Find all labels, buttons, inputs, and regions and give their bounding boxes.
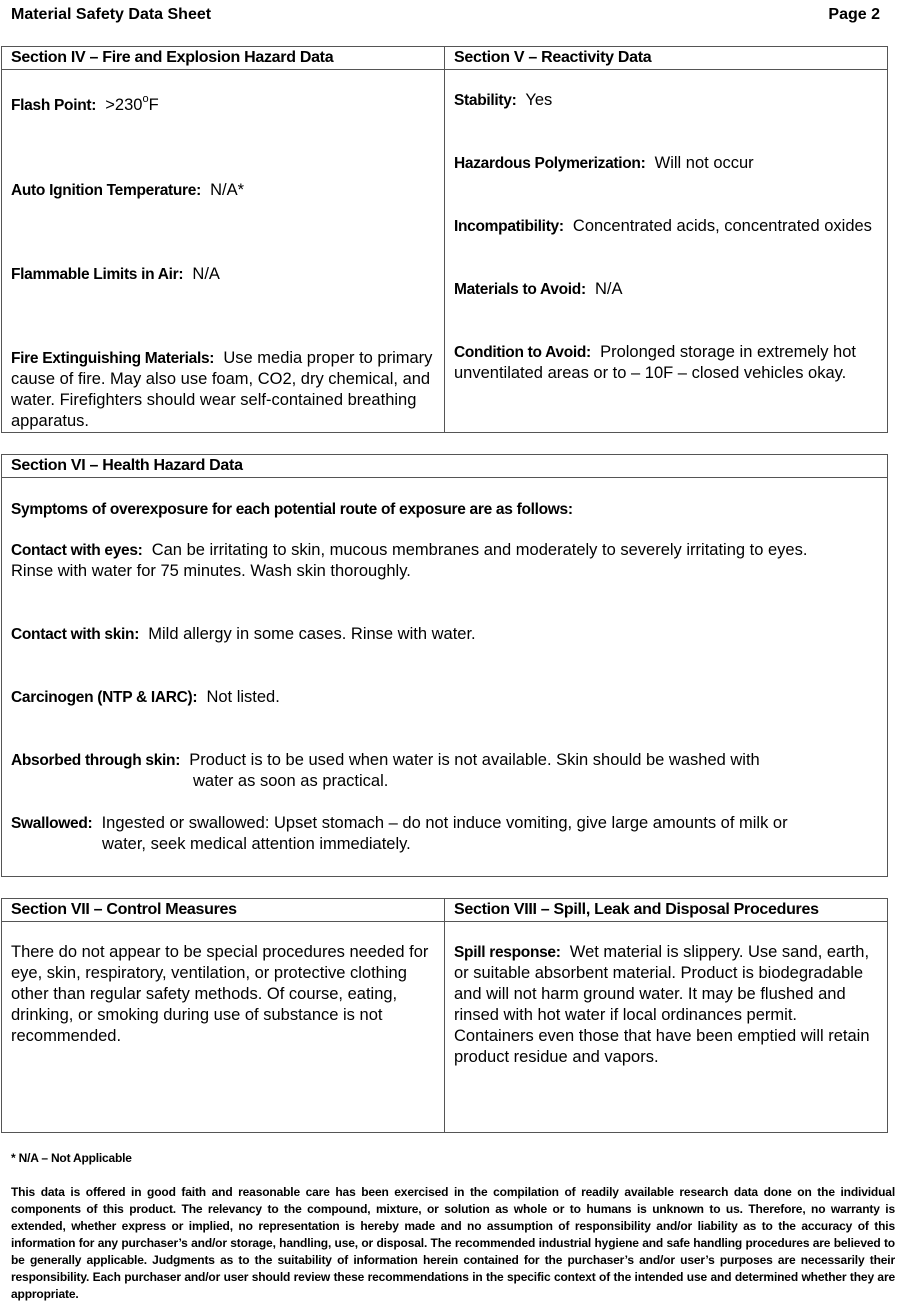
flash-point-label: Flash Point: [11,97,97,114]
flammable-limits-value: N/A [192,265,220,283]
document-title: Material Safety Data Sheet [11,6,212,23]
contact-with-eyes-value: Can be irritating to skin, mucous membranes and moderately to severely irritating to eyes. Rinse with water for 75 minutes. Wash skin thoroughly. [11,541,808,580]
fire-extinguishing-materials [11,348,433,432]
footnote-na: * N/A – Not Applicable [11,1151,132,1165]
section-6-header-divider [1,477,888,478]
control-measures-body: There do not appear to be special procedures needed for eye, skin, respiratory, ventilation, or protective clothing other than regular safety methods. Of course, eating, drinking, or smoking during use of substance is not recommended. [11,943,429,1045]
flash-point-value: >230 [105,96,143,114]
carcinogen-value: Not listed. [206,688,280,706]
incompatibility-label: Incompatibility: [454,218,564,235]
section-5-title: Section V – Reactivity Data [454,49,652,66]
absorbed-through-skin-value-line2: water as soon as practical. [193,772,389,790]
stability-label: Stability: [454,92,517,109]
contact-with-skin-value: Mild allergy in some cases. Rinse with water. [148,625,476,643]
condition-to-avoid-label: Condition to Avoid: [454,344,591,361]
auto-ignition-label: Auto Ignition Temperature: [11,182,201,199]
disclaimer: This data is offered in good faith and reasonable care has been exercised in the compilation of readily available research data done on the individual components of this product. The relevancy to the compound, mixture, or solution as whole or to humans is unknown to us. Therefore, no warranty is extended, whether express or implied, no representation is hereby made and no assumption of responsibility and/or liability as to the accuracy of this information for any purchaser’s and/or storage, handling, use, or disposal. The recommended industrial hygiene and safe handling procedures are believed to be generally applicable. Judgments as to the suitability of information herein contained for the purchaser’s and/or user’s purposes are necessarily their responsibility. Each purchaser and/or user should review these recommendations in the specific context of the intended use and determined whether they are appropriate. [11,1185,895,1301]
fire-extinguishing-label: Fire Extinguishing Materials: [11,350,215,367]
section-8-title: Section VIII – Spill, Leak and Disposal Procedures [454,901,819,918]
materials-to-avoid [454,279,879,300]
swallowed-label: Swallowed: [11,815,93,832]
control-measures-text [11,942,429,1047]
incompatibility-value: Concentrated acids, concentrated oxides [572,217,872,235]
flammable-limits-label: Flammable Limits in Air: [11,266,184,283]
swallowed [11,813,881,834]
hazardous-polymerization-value: Will not occur [654,154,754,172]
spill-response [454,942,872,1068]
swallowed-value-line2: water, seek medical attention immediately. [102,835,411,853]
flash-point-unit: F [148,96,159,114]
section-6-intro-text: Symptoms of overexposure for each potential route of exposure are as follows: [11,501,573,518]
absorbed-through-skin-label: Absorbed through skin: [11,752,181,769]
section-7-8-column-divider [444,898,445,1133]
hazardous-polymerization [454,153,879,174]
absorbed-through-skin [11,750,881,771]
page-number: Page 2 [828,6,880,23]
contact-with-skin-label: Contact with skin: [11,626,140,643]
spill-response-label: Spill response: [454,944,561,961]
contact-with-eyes-label: Contact with eyes: [11,542,143,559]
auto-ignition-value: N/A* [210,181,245,199]
contact-with-eyes [11,540,841,582]
flash-point [11,92,436,116]
carcinogen-label: Carcinogen (NTP & IARC): [11,689,198,706]
swallowed-continuation [102,834,872,855]
condition-to-avoid-value: Prolonged storage in extremely hot unventilated areas or to – 10F – closed vehicles okay. [454,343,856,382]
materials-to-avoid-value: N/A [594,280,623,298]
swallowed-value-line1: Ingested or swallowed: Upset stomach – do not induce vomiting, give large amounts of milk or [101,814,788,832]
degree-sign: o [142,92,149,105]
contact-with-skin [11,624,881,645]
condition-to-avoid [454,342,879,384]
section-4-5-column-divider [444,46,445,433]
materials-to-avoid-label: Materials to Avoid: [454,281,586,298]
section-7-title: Section VII – Control Measures [11,901,237,918]
absorbed-through-skin-continuation [193,771,873,792]
section-4-title: Section IV – Fire and Explosion Hazard Data [11,49,334,66]
stability [454,90,879,111]
spill-response-value: Wet material is slippery. Use sand, earth, or suitable absorbent material. Product is biodegradable and will not harm ground water. It may be flushed and rinsed with hot water if local ordinances permit. Containers even those that have been emptied will retain product residue and vapors. [454,943,870,1066]
incompatibility [454,216,874,237]
hazardous-polymerization-label: Hazardous Polymerization: [454,155,646,172]
stability-value: Yes [525,91,553,109]
auto-ignition-temperature [11,180,436,201]
section-6-title: Section VI – Health Hazard Data [11,457,243,474]
flammable-limits [11,264,436,285]
carcinogen [11,687,881,708]
section-6-intro [11,499,881,520]
absorbed-through-skin-value-line1: Product is to be used when water is not available. Skin should be washed with [189,751,760,769]
fire-extinguishing-value: Use media proper to primary cause of fire. May also use foam, CO2, dry chemical, and water. Firefighters should wear self-contained breathing apparatus. [11,349,433,430]
